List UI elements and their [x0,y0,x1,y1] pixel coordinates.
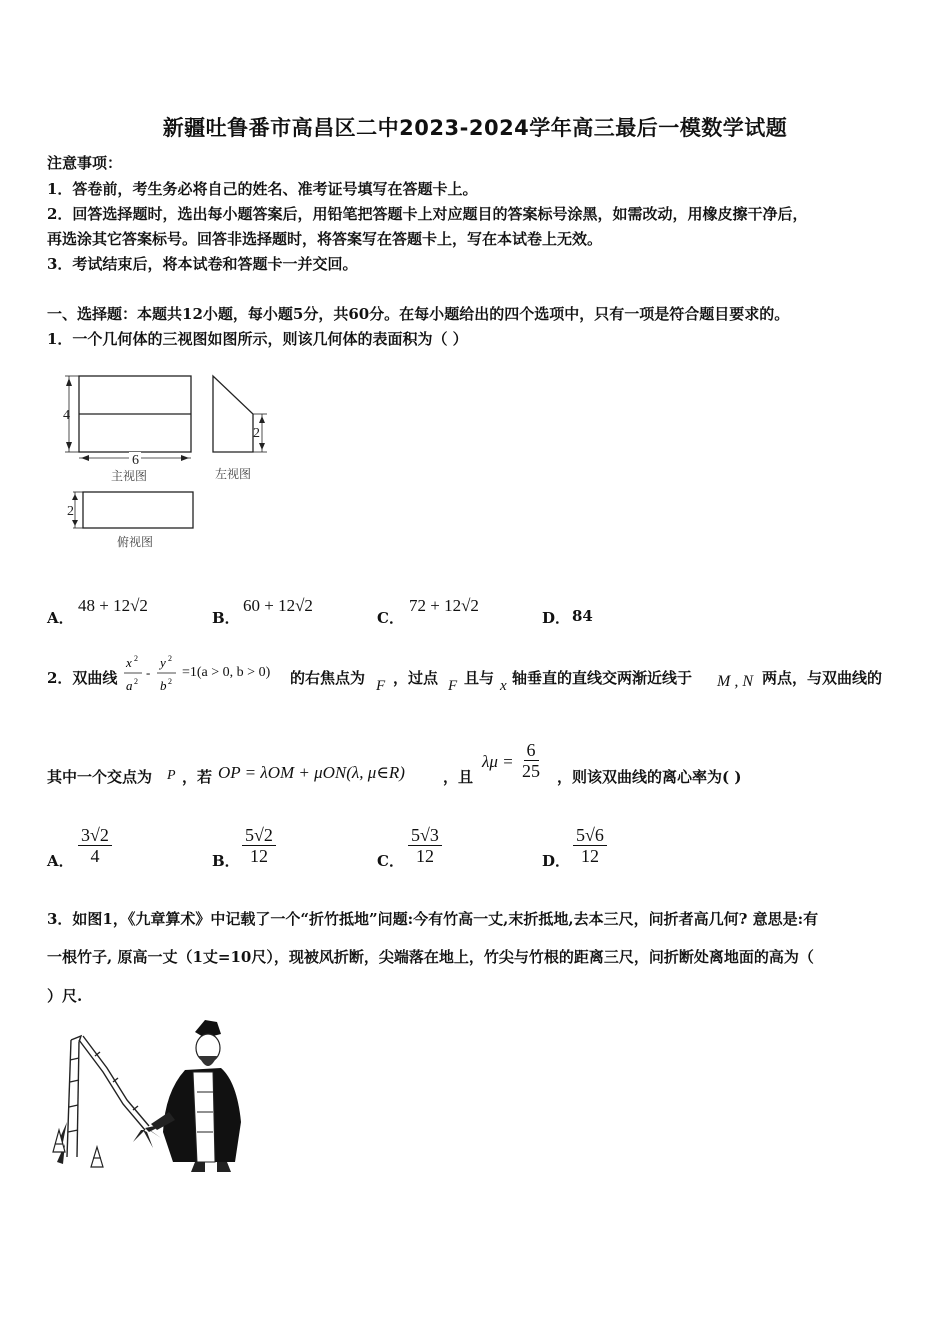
q1-option-a-label: A． [47,609,74,627]
q2-F-1: F [376,678,386,694]
q2-option-b-value [242,825,276,866]
q2-option-c-label: C． [377,852,404,870]
notice-item-3: 3．考试结束后，将本试卷和答题卡一并交回。 [47,255,358,273]
q2-vector-equation: OP = λOM + μON(λ, μ∈R) [218,763,405,782]
q2-option-a-value [78,825,112,866]
q1-option-b-label: B． [212,609,240,627]
svg-text:-: - [146,665,151,680]
q2-text-4: 轴垂直的直线交两渐近线于 [512,669,693,687]
svg-text:x: x [126,655,132,670]
notice-item-1: 1．答卷前，考生务必将自己的姓名、准考证号填写在答题卡上。 [47,180,478,198]
q2-text-2: ，过点 [393,669,439,687]
dim-height-label: 4 [63,408,70,423]
q2-x: x [500,678,507,694]
q3-line-1: 3．如图1，《九章算术》中记载了一个“折竹抵地”问题:今有竹高一丈,末折抵地,去本三尺，问折者高几何? 意思是:有 [47,910,819,928]
q2-lambda-mu-num: 6 [524,740,539,761]
svg-text:2: 2 [168,654,172,663]
q1-option-c-label: C． [377,609,404,627]
dim-width-label: 6 [132,453,139,468]
page-title: 新疆吐鲁番市高昌区二中2023-2024学年高三最后一模数学试题 [162,116,788,140]
bamboo-scholar-illustration [45,1012,245,1177]
q2-condition: =1(a > 0, b > 0) [182,665,271,680]
q2-option-c-value [408,825,442,866]
q3-line-2: 一根竹子, 原高一丈（1丈=10尺），现被风折断，尖端落在地上，竹尖与竹根的距离三尺，问折断处离地面的高为（ [47,948,814,966]
top-view-outline [83,492,193,528]
q2-option-d-label: D． [542,852,571,870]
q2-option-c-den: 12 [415,846,434,866]
top-view-label: 俯视图 [117,535,154,549]
q1-option-a-value: 48 + 12√2 [78,596,148,615]
q2-F-2: F [448,678,458,694]
q2-option-a-label: A． [47,852,74,870]
q1-stem: 1．一个几何体的三视图如图所示，则该几何体的表面积为（ ） [47,330,468,348]
q2-text-3: 且与 [464,669,495,687]
q2-line2-b: ，若 [182,768,213,786]
dim-side-label: 2 [253,426,260,441]
notice-item-2-cont: 再选涂其它答案标号。回答非选择题时，将答案写在答题卡上，写在本试卷上无效。 [47,230,603,248]
side-view-outline [213,376,253,452]
q2-MN: M , N [717,673,753,690]
svg-text:a: a [126,678,133,693]
q1-option-d-value: 84 [572,607,593,625]
notice-item-2: 2．回答选择题时，选出每小题答案后，用铅笔把答题卡上对应题目的答案标号涂黑，如需改动，用橡皮擦干净后， [47,205,808,223]
q2-option-b-den: 12 [249,846,268,866]
q2-lambda-mu: λμ = [482,752,514,771]
q2-option-b-label: B． [212,852,240,870]
front-view-label: 主视图 [111,469,148,483]
svg-text:y: y [160,655,166,670]
section-heading: 一、选择题：本题共12小题，每小题5分，共60分。在每小题给出的四个选项中，只有一项是符合题目要求的。 [47,305,790,323]
q2-text-5: 两点，与双曲线的 [762,669,883,687]
q2-option-a-num: 3√2 [78,825,112,846]
notice-heading: 注意事项： [47,154,123,172]
bamboo-leaves [57,1122,165,1164]
q2-option-b-num: 5√2 [242,825,276,846]
svg-text:b: b [160,678,167,693]
side-view-label: 左视图 [215,467,252,481]
q2-option-a-den: 4 [90,846,100,866]
q2-option-d-value [573,825,607,866]
q2-lambda-mu-den: 25 [522,761,540,781]
q3-line-3: ）尺. [47,987,83,1005]
q1-option-b-value: 60 + 12√2 [243,596,313,615]
q2-lead: 2．双曲线 [47,669,118,687]
svg-text:2: 2 [168,677,172,686]
q2-lambda-mu-fraction [522,740,540,781]
scholar-figure [151,1020,241,1172]
q2-option-d-num: 5√6 [573,825,607,846]
bamboo-stalk [67,1036,149,1157]
q2-option-d-den: 12 [580,846,599,866]
q2-option-c-num: 5√3 [408,825,442,846]
q1-option-c-value: 72 + 12√2 [409,596,479,615]
q2-line2-a: 其中一个交点为 [47,768,153,786]
q2-P: P [167,768,176,783]
svg-text:2: 2 [134,677,138,686]
q1-option-d-label: D． [542,609,571,627]
q2-line2-d: ，则该双曲线的离心率为( ) [557,768,742,786]
svg-text:2: 2 [134,654,138,663]
dim-top-label: 2 [67,504,74,519]
q2-hyperbola-fractions [122,652,182,696]
q2-line2-c: ，且 [443,768,474,786]
q2-text-1: 的右焦点为 [290,669,366,687]
three-view-figure [55,368,275,553]
